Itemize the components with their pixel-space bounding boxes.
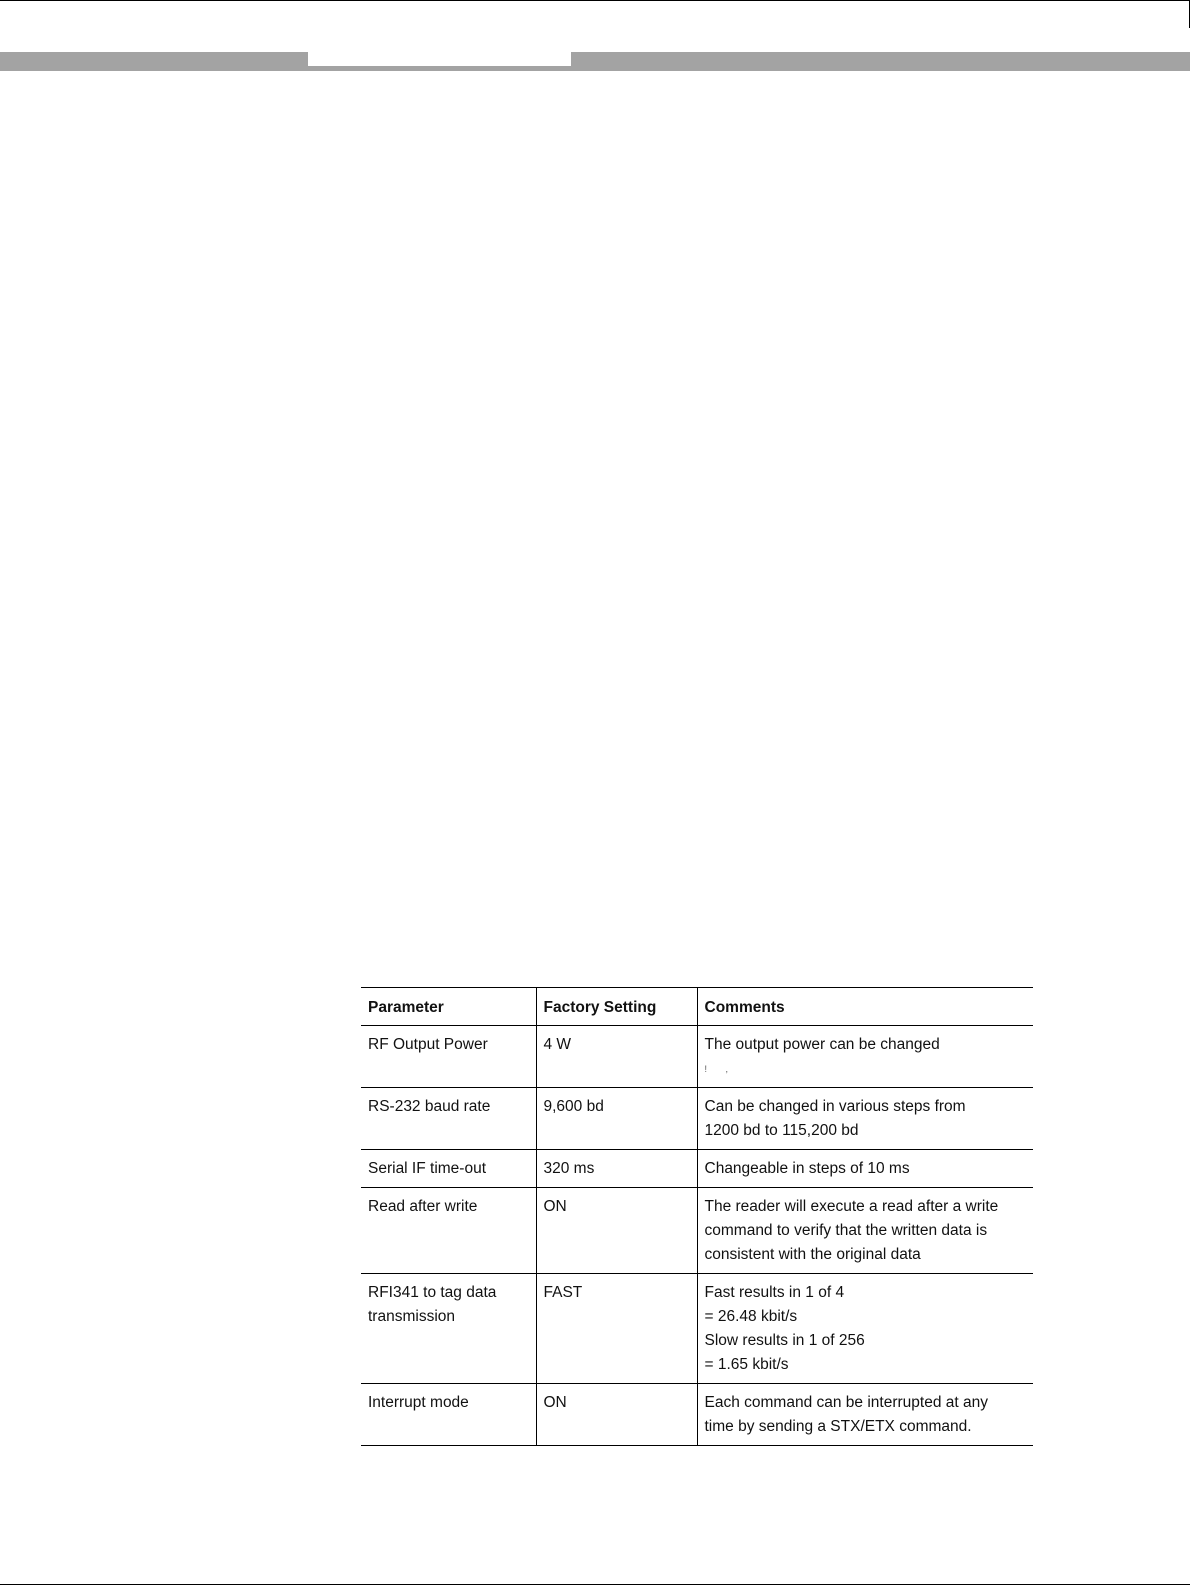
- parameter-cell: [361, 1150, 536, 1188]
- comment-line: Can be changed in various steps from: [704, 1098, 966, 1115]
- setting-cell: 4 W: [536, 1026, 697, 1088]
- parameter-cell: [361, 1088, 536, 1150]
- parameter-cell: [361, 1188, 536, 1274]
- table-row: [361, 1384, 1033, 1446]
- comment-line: time by sending a STX/ETX command.: [704, 1418, 972, 1435]
- table-header-row: [361, 988, 1033, 1026]
- setting-cell: ON: [536, 1188, 697, 1274]
- comments-cell: [697, 1088, 1033, 1150]
- parameter-cell: [361, 1274, 536, 1384]
- comment-line: command to verify that the written data is: [704, 1222, 988, 1239]
- comment-line: Each command can be interrupted at any: [704, 1394, 988, 1411]
- header-comments: Comments: [697, 988, 1033, 1026]
- setting-cell: ON: [536, 1384, 697, 1446]
- parameter-text: Interrupt mode: [368, 1394, 469, 1411]
- header-band: [0, 52, 1190, 71]
- header-tab-gap: [308, 52, 571, 66]
- parameter-cell: [361, 1026, 536, 1088]
- comment-trailing-marks: ! ,: [704, 1064, 737, 1074]
- comments-cell: [697, 1274, 1033, 1384]
- top-border-line: [0, 0, 1190, 1]
- setting-cell: 320 ms: [536, 1150, 697, 1188]
- comments-cell: [697, 1026, 1033, 1088]
- setting-cell: 9,600 bd: [536, 1088, 697, 1150]
- table-row: [361, 1088, 1033, 1150]
- bottom-border-line: [0, 1584, 1190, 1585]
- factory-settings-table: [361, 987, 1033, 1446]
- table-row: [361, 1274, 1033, 1384]
- comment-line: = 1.65 kbit/s: [704, 1356, 789, 1373]
- comment-line: consistent with the original data: [704, 1246, 921, 1263]
- table-row: [361, 1150, 1033, 1188]
- parameter-text: RFI341 to tag data: [368, 1284, 497, 1301]
- comment-line: = 26.48 kbit/s: [704, 1308, 798, 1325]
- comments-cell: [697, 1150, 1033, 1188]
- comment-line: Fast results in 1 of 4: [704, 1284, 845, 1301]
- comments-cell: [697, 1188, 1033, 1274]
- parameter-text: RF Output Power: [368, 1036, 488, 1053]
- header-factory-setting: Factory Setting: [536, 988, 697, 1026]
- comment-line: The output power can be changed: [704, 1036, 940, 1053]
- parameter-text: transmission: [368, 1308, 455, 1325]
- table-row: [361, 1188, 1033, 1274]
- header-parameter: Parameter: [361, 988, 536, 1026]
- comment-line: The reader will execute a read after a write: [704, 1198, 999, 1215]
- comment-line: Slow results in 1 of 256: [704, 1332, 865, 1349]
- table-row: [361, 1026, 1033, 1088]
- parameter-text: Serial IF time-out: [368, 1160, 487, 1177]
- comment-line: Changeable in steps of 10 ms: [704, 1160, 910, 1177]
- parameter-text: Read after write: [368, 1198, 478, 1215]
- parameter-text: RS-232 baud rate: [368, 1098, 491, 1115]
- setting-cell: FAST: [536, 1274, 697, 1384]
- parameter-cell: [361, 1384, 536, 1446]
- comment-line: 1200 bd to 115,200 bd: [704, 1122, 859, 1139]
- comments-cell: [697, 1384, 1033, 1446]
